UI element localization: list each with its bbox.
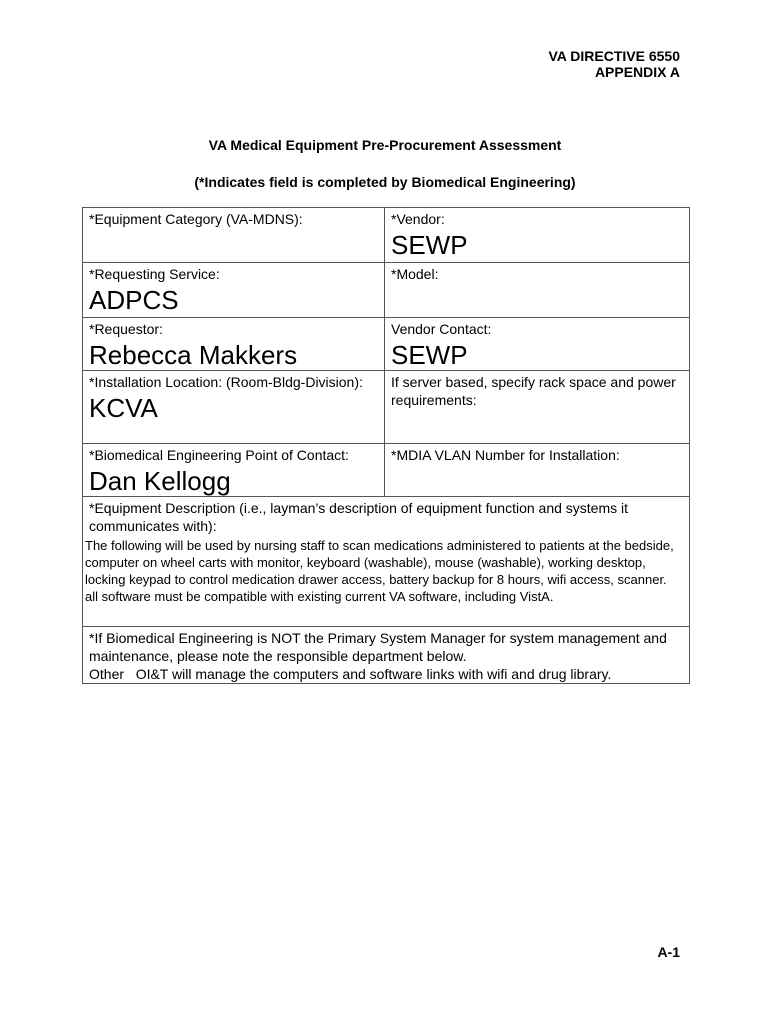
server-rack-field[interactable] (385, 371, 690, 444)
directive-number: VA DIRECTIVE 6550 (548, 48, 680, 64)
mdia-vlan-field[interactable] (385, 444, 690, 497)
document-header (549, 48, 681, 80)
requestor-label: *Requestor: (89, 321, 163, 337)
vendor-label: *Vendor: (391, 211, 445, 227)
system-manager-value[interactable]: OI&T will manage the computers and software links with wifi and drug library. (135, 666, 612, 682)
vendor-contact-label: Vendor Contact: (391, 321, 492, 337)
model-field[interactable] (385, 263, 690, 318)
requesting-service-field[interactable] (83, 263, 385, 318)
model-label: *Model: (391, 266, 439, 282)
responsible-department-value[interactable]: Other (89, 666, 125, 682)
mdia-vlan-label: *MDIA VLAN Number for Installation: (391, 447, 620, 463)
equipment-description-field[interactable] (83, 497, 690, 627)
system-manager-label: *If Biomedical Engineering is NOT the Primary System Manager for system management and maintenance, please note the responsible department below. (89, 630, 667, 664)
system-manager-field[interactable] (83, 627, 690, 684)
biomed-poc-label: *Biomedical Engineering Point of Contact: (89, 447, 349, 463)
assessment-form (82, 207, 690, 684)
requestor-value[interactable]: Rebecca Makkers (89, 340, 298, 370)
requesting-service-value[interactable]: ADPCS (89, 285, 179, 315)
page-number: A-1 (657, 944, 680, 960)
biomed-poc-value[interactable]: Dan Kellogg (89, 466, 231, 496)
document-title: VA Medical Equipment Pre-Procurement Assessment (208, 137, 562, 153)
equipment-description-label: *Equipment Description (i.e., layman’s description of equipment function and systems it communicates with): (89, 500, 629, 534)
document-subtitle: (*Indicates field is completed by Biomedical Engineering) (194, 174, 576, 190)
equipment-category-field[interactable] (83, 208, 385, 263)
installation-location-label: *Installation Location: (Room-Bldg-Division): (89, 374, 363, 390)
installation-location-value[interactable]: KCVA (89, 393, 158, 423)
installation-location-field[interactable] (83, 371, 385, 444)
vendor-contact-field[interactable] (385, 318, 690, 371)
vendor-value[interactable]: SEWP (391, 230, 468, 260)
requesting-service-label: *Requesting Service: (89, 266, 220, 282)
equipment-description-value[interactable]: The following will be used by nursing staff to scan medications administered to patients at the bedside, computer on wheel carts with monitor, keyboard (washable), mouse (washable), working desktop, locking keypad to control medication drawer access, battery backup for 8 hours, wifi access, scanner. all software must be compatible with existing current VA software, including VistA. (85, 538, 674, 604)
requestor-field[interactable] (83, 318, 385, 371)
biomed-poc-field[interactable] (83, 444, 385, 497)
server-rack-label: If server based, specify rack space and power requirements: (391, 374, 676, 408)
equipment-category-label: *Equipment Category (VA-MDNS): (89, 211, 303, 227)
appendix-label: APPENDIX A (594, 64, 680, 80)
system-manager-response (89, 665, 683, 683)
vendor-contact-value[interactable]: SEWP (391, 340, 468, 370)
vendor-field[interactable] (385, 208, 690, 263)
